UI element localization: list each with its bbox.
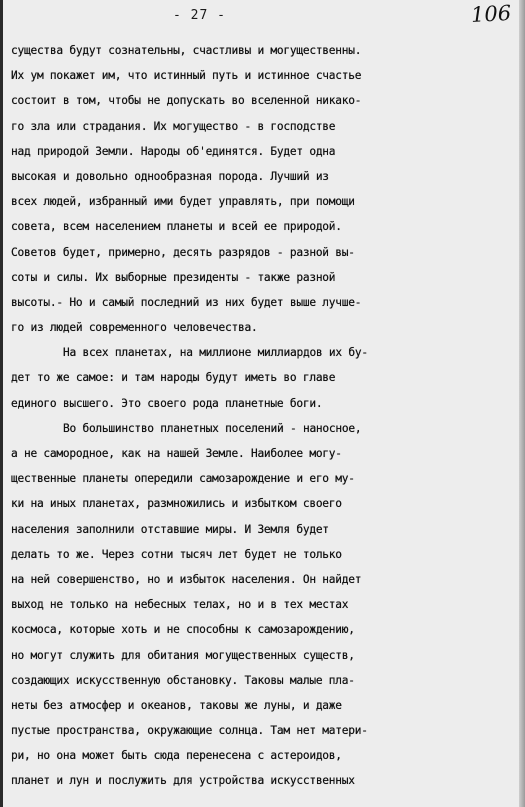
text-line: но могут служить для обитания могущественных существ, xyxy=(11,648,355,662)
text-line: пустые пространства, окружающие солнца. Там нет матери- xyxy=(11,724,368,738)
text-line: космоса, которые хоть и не способны к самозарождению, xyxy=(11,623,355,637)
text-line: го из людей современного человечества. xyxy=(11,321,258,335)
text-line: щественные планеты опередили самозарождение и его му- xyxy=(11,472,355,486)
text-line: всех людей, избранный ими будет управлять, при помощи xyxy=(11,195,355,209)
text-line: дет то же самое: и там народы будут иметь во главе xyxy=(11,371,336,385)
text-line: планет и лун и послужить для устройства искусственных xyxy=(11,774,355,788)
text-line: единого высшего. Это своего рода планетные боги. xyxy=(11,396,323,410)
text-line: состоит в том, чтобы не допускать во вселенной никако- xyxy=(11,94,362,108)
text-line: на ней совершенство, но и избыток населения. Он найдет xyxy=(11,572,362,586)
text-line: делать то же. Через сотни тысяч лет будет не только xyxy=(11,547,342,561)
text-line: создающих искусственную обстановку. Таковы малые пла- xyxy=(11,673,355,687)
page-edge-shadow xyxy=(519,0,525,807)
text-line: высоты.- Но и самый последний из них будет выше лучше- xyxy=(11,295,362,309)
text-line: Во большинство планетных поселений - наносное, xyxy=(63,421,362,435)
text-line: Советов будет, примерно, десять разрядов - разной вы- xyxy=(11,245,355,259)
text-line: ки на иных планетах, размножились и избытком своего xyxy=(11,497,342,511)
archive-number-handwritten: 106 xyxy=(470,0,512,28)
text-line: ри, но она может быть сюда перенесена с астероидов, xyxy=(11,749,342,763)
text-line: соты и силы. Их выборные президенты - также разной xyxy=(11,270,336,284)
text-line: существа будут сознательны, счастливы и могущественны. xyxy=(11,44,362,57)
text-line: На всех планетах, на миллионе миллиардов их бу- xyxy=(63,346,368,360)
text-line: выход не только на небесных телах, но и в тех местах xyxy=(11,598,349,612)
text-line: а не самородное, как на нашей Земле. Наиболее могу- xyxy=(11,447,342,460)
text-line: го зла или страдания. Их могущество - в господстве xyxy=(11,119,336,133)
text-line: над природой Земли. Народы об'единятся. Будет одна xyxy=(11,144,336,158)
text-line: Их ум покажет им, что истинный путь и истинное счастье xyxy=(11,69,362,83)
text-line: неты без атмосфер и океанов, таковы же луны, и даже xyxy=(11,698,342,712)
text-line: совета, всем населением планеты и всей ее природой. xyxy=(11,220,342,234)
text-line: высокая и довольно однообразная порода. Лучший из xyxy=(11,169,329,183)
typewritten-text xyxy=(11,38,523,794)
page-number: - 27 - xyxy=(173,8,226,23)
text-line: населения заполнили отставшие миры. И Земля будет xyxy=(11,522,329,536)
